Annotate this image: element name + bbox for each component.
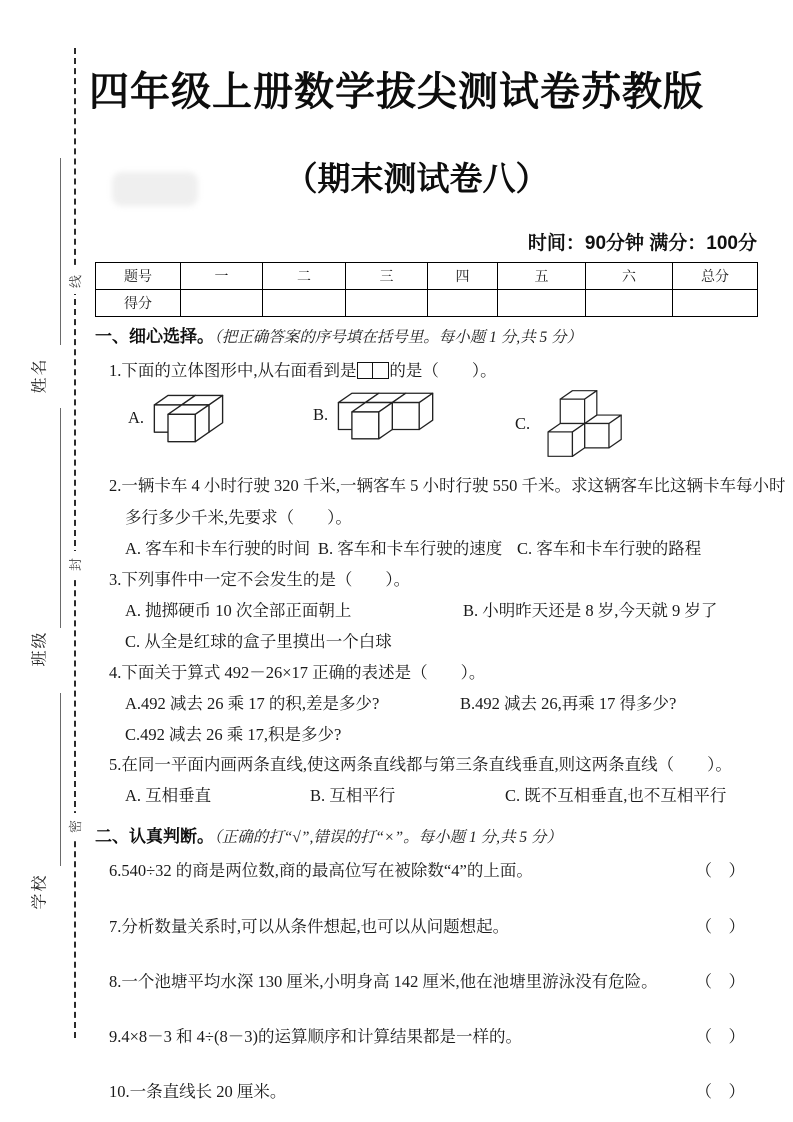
option-figure-a [128,386,230,449]
question-5: 5.在同一平面内画两条直线,使这两条直线都与第三条直线垂直,则这两条直线（ ）。 [109,755,732,774]
question-10: 10.一条直线长 20 厘米。 （ ） [95,1078,757,1100]
header-cell: 四 [428,263,498,290]
score-row-label: 得分 [96,290,181,317]
question-6: 6.540÷32 的商是两位数,商的最高位写在被除数“4”的上面。 （ ） [95,857,757,879]
header-cell: 六 [586,263,673,290]
seal-char-feng: 封 [66,551,84,577]
q4-option-a: A.492 减去 26 乘 17 的积,差是多少? [125,694,380,713]
judge-bracket: （ ） [695,917,745,936]
score-cell-empty [586,290,673,317]
q2-option-c: C. 客车和卡车行驶的路程 [517,539,702,558]
score-cell-empty [181,290,263,317]
q5-option-a: A. 互相垂直 [125,786,212,805]
header-cell: 一 [181,263,263,290]
question-8: 8.一个池塘平均水深 130 厘米,小明身高 142 厘米,他在池塘里游泳没有危险。 （ ） [95,968,757,990]
score-cell-empty [673,290,758,317]
time-score-info: 时间：90分钟 满分：100分 [527,233,757,254]
school-fill-line [60,693,61,866]
header-cell: 题号 [96,263,181,290]
q3-option-a: A. 抛掷硬币 10 次全部正面朝上 [125,601,352,620]
q3-option-b: B. 小明昨天还是 8 岁,今天就 9 岁了 [463,601,718,620]
question-1-figures [95,386,757,464]
header-cell: 三 [346,263,428,290]
option-figure-c [515,386,624,461]
seal-char-xian: 线 [66,268,84,294]
q4-option-b: B.492 减去 26,再乘 17 得多少? [460,694,677,713]
label-name: 姓名 [31,356,49,394]
cube-figure-c [534,386,624,461]
cube-figure-b [332,386,436,444]
q5-option-b: B. 互相平行 [310,786,396,805]
seal-char-mi: 密 [66,813,84,839]
question-1: 1.下面的立体图形中,从右面看到是 的是（ ）。 [109,361,497,380]
option-label: B. [313,405,329,424]
score-table [95,262,758,317]
judge-bracket: （ ） [695,861,745,880]
paper-body [95,322,786,1101]
q2-option-a: A. 客车和卡车行驶的时间 [125,539,311,558]
view-shape-box [357,361,390,380]
option-figure-b [313,386,436,444]
header-cell: 二 [263,263,346,290]
header-cell: 总分 [673,263,758,290]
question-4: 4.下面关于算式 492－26×17 正确的表述是（ ）。 [109,663,486,682]
label-school: 学校 [31,872,49,910]
judge-bracket: （ ） [695,972,745,991]
q5-option-c: C. 既不互相垂直,也不互相平行 [505,786,727,805]
section2-heading: 二、认真判断。（正确的打“√”,错误的打“×”。每小题 1 分,共 5 分） [95,827,562,846]
label-class: 班级 [31,629,49,667]
question-2-line2: 多行多少千米,先要求（ ）。 [125,508,352,527]
cube-figure-a [148,386,230,449]
score-cell-empty [428,290,498,317]
question-7: 7.分析数量关系时,可以从条件想起,也可以从问题想起。 （ ） [95,913,757,935]
q2-option-b: B. 客车和卡车行驶的速度 [318,539,503,558]
paper-title: 四年级上册数学拔尖测试卷苏教版 [89,70,704,114]
header-cell: 五 [498,263,586,290]
score-table-header-row [96,263,758,290]
option-label: A. [128,407,145,427]
q4-option-c: C.492 减去 26 乘 17,积是多少? [125,725,342,744]
question-2-line1: 2.一辆卡车 4 小时行驶 320 千米,一辆客车 5 小时行驶 550 千米。求这辆客车比这辆卡车每小时 [109,476,786,495]
option-label: C. [515,413,531,433]
class-fill-line [60,408,61,628]
score-cell-empty [263,290,346,317]
q3-option-c: C. 从全是红球的盒子里摸出一个白球 [125,632,392,651]
judge-bracket: （ ） [695,1027,745,1046]
score-cell-empty [498,290,586,317]
score-cell-empty [346,290,428,317]
paper-subtitle: （期末测试卷八） [284,160,549,197]
section1-heading: 一、细心选择。（把正确答案的序号填在括号里。每小题 1 分,共 5 分） [95,327,583,346]
question-3: 3.下列事件中一定不会发生的是（ ）。 [109,570,411,589]
judge-bracket: （ ） [695,1082,745,1101]
question-9: 9.4×8－3 和 4÷(8－3)的运算顺序和计算结果都是一样的。 （ ） [95,1023,757,1045]
score-table-score-row [96,290,758,317]
